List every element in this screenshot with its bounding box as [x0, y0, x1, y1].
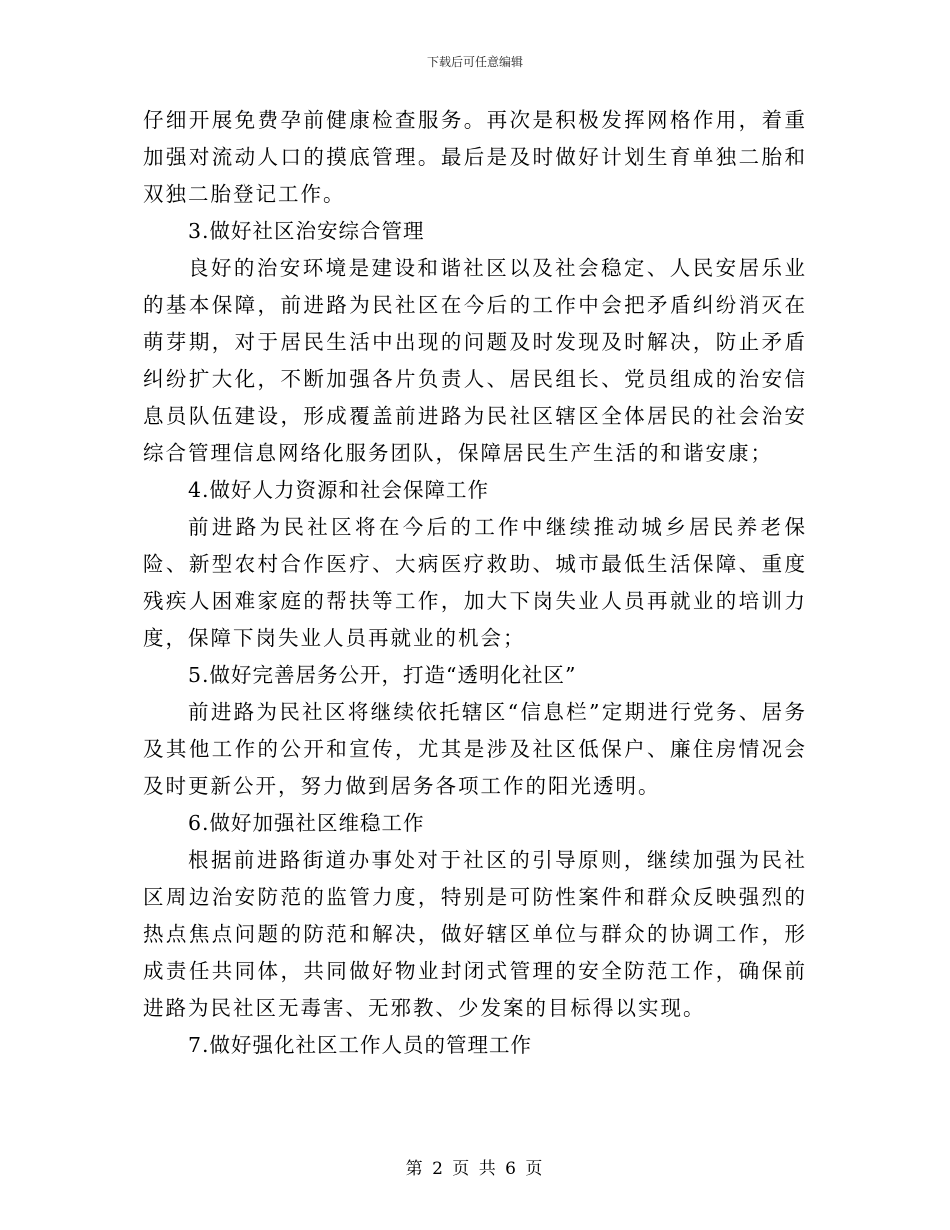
page-header: 下载后可任意编辑: [426, 55, 523, 69]
section-heading-3: 3.做好社区治安综合管理: [188, 219, 425, 243]
paragraph-stability: 根据前进路街道办事处对于社区的引导原则，继续加强为民社区周边治安防范的监管力度，特别是可防性案件和群众反映强烈的热点焦点问题的防范和解决，做好辖区单位与群众的协调工作，形成责任共同体，共同做好物业封闭式管理的安全防范工作，确保前进路为民社区无毒害、无邪教、少发案的目标得以实现。: [143, 848, 807, 1020]
page-footer: 第 2 页 共 6 页: [405, 1159, 545, 1179]
paragraph-social-security: 前进路为民社区将在今后的工作中继续推动城乡居民养老保险、新型农村合作医疗、大病医疗救助、城市最低生活保障、重度残疾人困难家庭的帮扶等工作，加大下岗失业人员再就业的培训力度，保障下岗失业人员再就业的机会；: [143, 515, 807, 650]
section-heading-6: 6.做好加强社区维稳工作: [188, 811, 425, 835]
section-heading-4: 4.做好人力资源和社会保障工作: [188, 478, 490, 502]
paragraph-security-management: 良好的治安环境是建设和谐社区以及社会稳定、人民安居乐业的基本保障，前进路为民社区在今后的工作中会把矛盾纠纷消灭在萌芽期，对于居民生活中出现的问题及时发现及时解决，防止矛盾纠纷扩大化，不断加强各片负责人、居民组长、党员组成的治安信息员队伍建设，形成覆盖前进路为民社区辖区全体居民的社会治安综合管理信息网络化服务团队，保障居民生产生活的和谐安康；: [143, 256, 807, 465]
paragraph-transparency: 前进路为民社区将继续依托辖区“信息栏”定期进行党务、居务及其他工作的公开和宣传，尤其是涉及社区低保户、廉住房情况会及时更新公开，努力做到居务各项工作的阳光透明。: [143, 700, 807, 798]
section-heading-5: 5.做好完善居务公开，打造“透明化社区”: [188, 663, 577, 687]
paragraph-continued: 仔细开展免费孕前健康检查服务。再次是积极发挥网格作用，着重加强对流动人口的摸底管理。最后是及时做好计划生育单独二胎和双独二胎登记工作。: [143, 108, 807, 206]
section-heading-7: 7.做好强化社区工作人员的管理工作: [188, 1033, 533, 1057]
document-body: [143, 102, 807, 1064]
